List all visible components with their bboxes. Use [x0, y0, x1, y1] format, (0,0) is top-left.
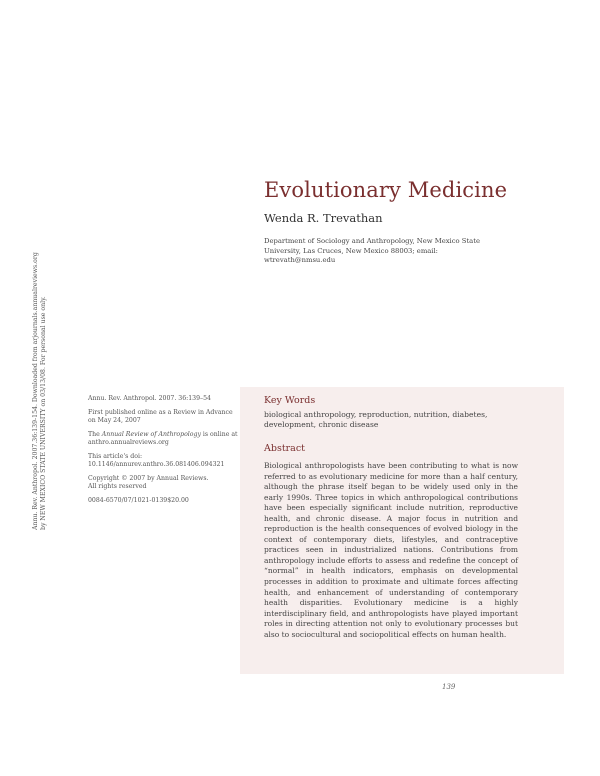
download-stamp: [32, 200, 47, 530]
doi-label: This article's doi:: [88, 453, 143, 460]
citation: Annu. Rev. Anthropol. 2007. 36:139–54: [88, 395, 211, 402]
copyright: Copyright © 2007 by Annual Reviews.: [88, 475, 209, 482]
article-title: Evolutionary Medicine: [264, 178, 508, 202]
author-name: Wenda R. Trevathan: [264, 211, 383, 225]
download-stamp-line1: Annu. Rev. Anthropol. 2007.36:139-154. Downloaded from arjournals.annualreviews.org: [32, 252, 39, 530]
author-affiliation: Department of Sociology and Anthropology, New Mexico State University, Las Cruces, New Mexico 88003; email: wtrevath@nmsu.edu: [264, 237, 480, 264]
first-published: First published online as a Review in Advance on May 24, 2007: [88, 409, 233, 424]
article-meta: [88, 395, 238, 511]
doi-link[interactable]: 10.1146/annurev.anthro.36.081406.094321: [88, 461, 225, 468]
online-suffix: is online at anthro.annualreviews.org: [88, 431, 238, 446]
key-words-heading: Key Words: [264, 395, 316, 406]
online-prefix: The: [88, 431, 102, 438]
page-number: 139: [442, 683, 456, 691]
abstract-text: Biological anthropologists have been contributing to what is now referred to as evolutionary medicine for more than a half century, although the phrase itself began to be widely used only in the early 1990s. Three topics in which anthropological contributions have been especially significant include nutrition, reproductive health, and chronic disease. A major focus in nutrition and reproduction is the health consequences of evolved biology in the context of contemporary diets, lifestyles, and contraceptive practices seen in industrialized nations. Contributions from anthropology include efforts to assess and redefine the concept of “normal” in health indicators, emphasis on developmental processes in addition to proximate and ultimate forces affecting health, and enhancement of understanding of contemporary health disparities. Evolutionary medicine is a highly interdisciplinary field, and anthropologists have played important roles in directing attention not only to evolutionary processes but also to sociocultural and sociopolitical effects on human health.: [264, 461, 518, 639]
doi-block: [88, 453, 238, 469]
rights: All rights reserved: [88, 483, 147, 490]
issn: 0084-6570/07/1021-0139$20.00: [88, 497, 189, 504]
copyright-block: [88, 475, 238, 491]
online-note: [88, 431, 238, 447]
key-words-text: biological anthropology, reproduction, nutrition, diabetes, development, chronic disease: [264, 410, 488, 429]
journal-name: Annual Review of Anthropology: [101, 431, 201, 438]
download-stamp-line2: by NEW MEXICO STATE UNIVERSITY on 03/13/08. For personal use only.: [39, 296, 47, 530]
abstract-heading: Abstract: [264, 443, 305, 454]
